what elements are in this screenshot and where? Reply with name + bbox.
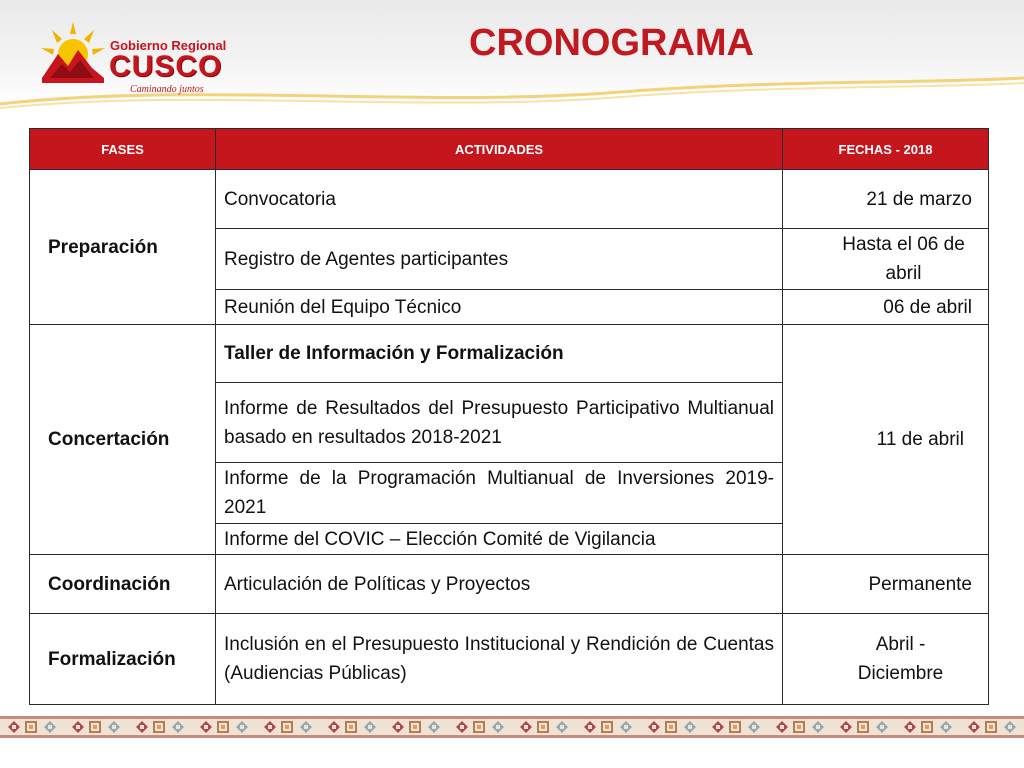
activity-informe-resultados: Informe de Resultados del Presupuesto Participativo Multianual basado en resultados 2018-2021 (216, 383, 783, 463)
date-concertacion: 11 de abril (783, 325, 989, 555)
activity-registro-agentes: Registro de Agentes participantes (216, 229, 783, 290)
sun-mountain-emblem-icon (38, 20, 108, 90)
activity-taller-informacion: Taller de Información y Formalización (216, 325, 783, 383)
gobierno-regional-cusco-logo (30, 16, 230, 98)
logo-text-cusco: CUSCO (109, 50, 223, 83)
table-row (30, 614, 989, 705)
activity-inclusion-presupuesto: Inclusión en el Presupuesto Institucional y Rendición de Cuentas (Audiencias Públicas) (216, 614, 783, 705)
date-coordinacion: Permanente (783, 555, 989, 614)
table-header-row (30, 129, 989, 170)
table-row (30, 325, 989, 383)
date-formalizacion: Abril - Diciembre (783, 614, 989, 705)
activity-articulacion: Articulación de Políticas y Proyectos (216, 555, 783, 614)
activity-reunion-equipo: Reunión del Equipo Técnico (216, 290, 783, 325)
header-fechas: FECHAS - 2018 (783, 129, 989, 170)
activity-informe-programacion: Informe de la Programación Multianual de Inversiones 2019-2021 (216, 463, 783, 524)
table-row (30, 170, 989, 229)
footer-pattern-band (0, 716, 1024, 738)
logo-text-slogan: Caminando juntos (130, 84, 204, 95)
schedule-table (29, 128, 989, 705)
page-title: CRONOGRAMA (469, 22, 754, 64)
logo-text-gobierno-regional: Gobierno Regional (110, 38, 227, 53)
date-registro-agentes: Hasta el 06 de abril (783, 229, 989, 290)
phase-concertacion: Concertación (30, 325, 216, 555)
activity-informe-covic: Informe del COVIC – Elección Comité de Vigilancia (216, 524, 783, 555)
date-reunion-equipo: 06 de abril (783, 290, 989, 325)
phase-coordinacion: Coordinación (30, 555, 216, 614)
activity-convocatoria: Convocatoria (216, 170, 783, 229)
phase-preparacion: Preparación (30, 170, 216, 325)
table-row (30, 555, 989, 614)
header-fases: FASES (30, 129, 216, 170)
phase-formalizacion: Formalización (30, 614, 216, 705)
header-actividades: ACTIVIDADES (216, 129, 783, 170)
date-convocatoria: 21 de marzo (783, 170, 989, 229)
